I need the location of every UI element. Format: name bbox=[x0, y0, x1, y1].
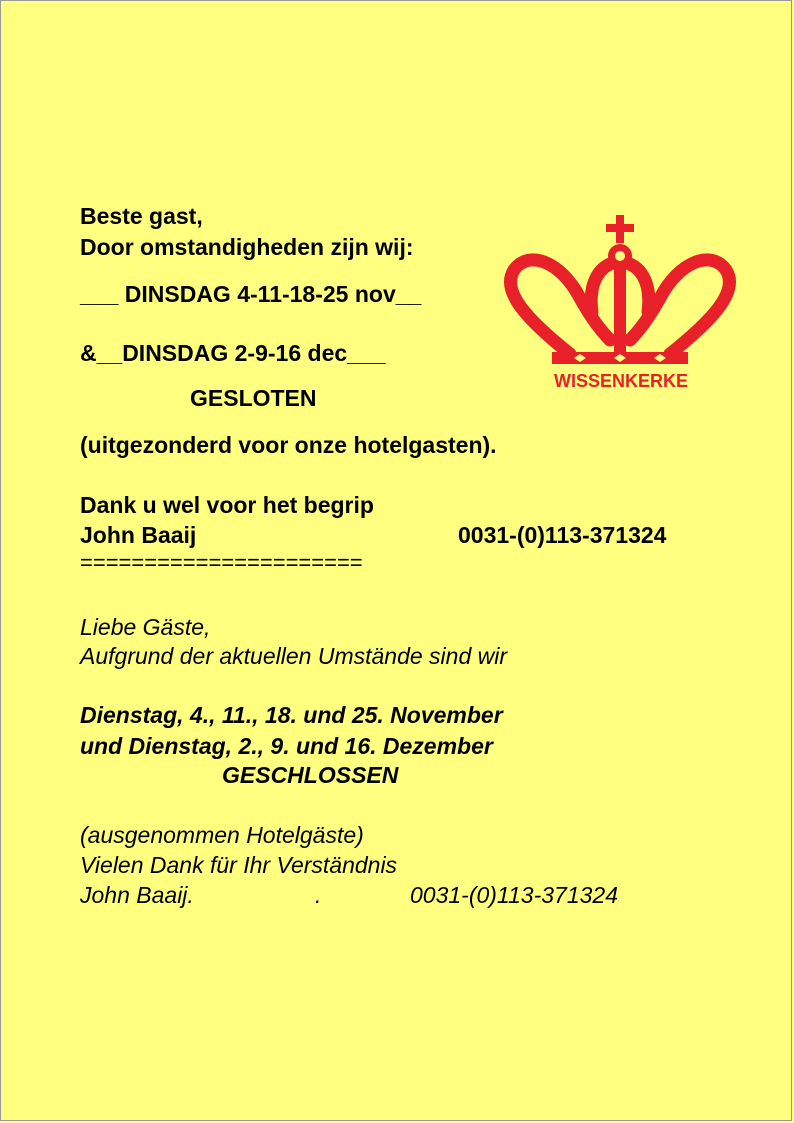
nl-dates-dec: &__DINSDAG 2-9-16 dec___ bbox=[80, 340, 386, 366]
de-dates-nov: Dienstag, 4., 11., 18. und 25. November bbox=[80, 702, 503, 728]
nl-intro: Door omstandigheden zijn wij: bbox=[80, 234, 414, 260]
crown-logo-icon bbox=[500, 212, 740, 397]
nl-greeting: Beste gast, bbox=[80, 203, 203, 229]
de-dot: . bbox=[315, 882, 322, 908]
de-phone: 0031-(0)113-371324 bbox=[410, 882, 619, 908]
de-dates-dec: und Dienstag, 2., 9. und 16. Dezember bbox=[80, 733, 493, 759]
logo-text: WISSENKERKE bbox=[553, 371, 688, 391]
de-greeting: Liebe Gäste, bbox=[80, 614, 211, 640]
separator: ====================== bbox=[80, 550, 363, 575]
nl-closed: GESLOTEN bbox=[190, 385, 317, 411]
de-thanks: Vielen Dank für Ihr Verständnis bbox=[80, 852, 398, 878]
de-exception: (ausgenommen Hotelgäste) bbox=[80, 822, 364, 848]
nl-dates-nov: ___ DINSDAG 4-11-18-25 nov__ bbox=[80, 281, 422, 307]
de-intro: Aufgrund der aktuellen Umstände sind wir bbox=[80, 643, 508, 669]
de-closed: GESCHLOSSEN bbox=[222, 762, 399, 788]
nl-name: John Baaij bbox=[80, 522, 197, 548]
nl-thanks: Dank u wel voor het begrip bbox=[80, 492, 374, 518]
nl-exception: (uitgezonderd voor onze hotelgasten). bbox=[80, 432, 497, 458]
nl-phone: 0031-(0)113-371324 bbox=[458, 522, 667, 548]
de-name: John Baaij. bbox=[80, 882, 194, 908]
